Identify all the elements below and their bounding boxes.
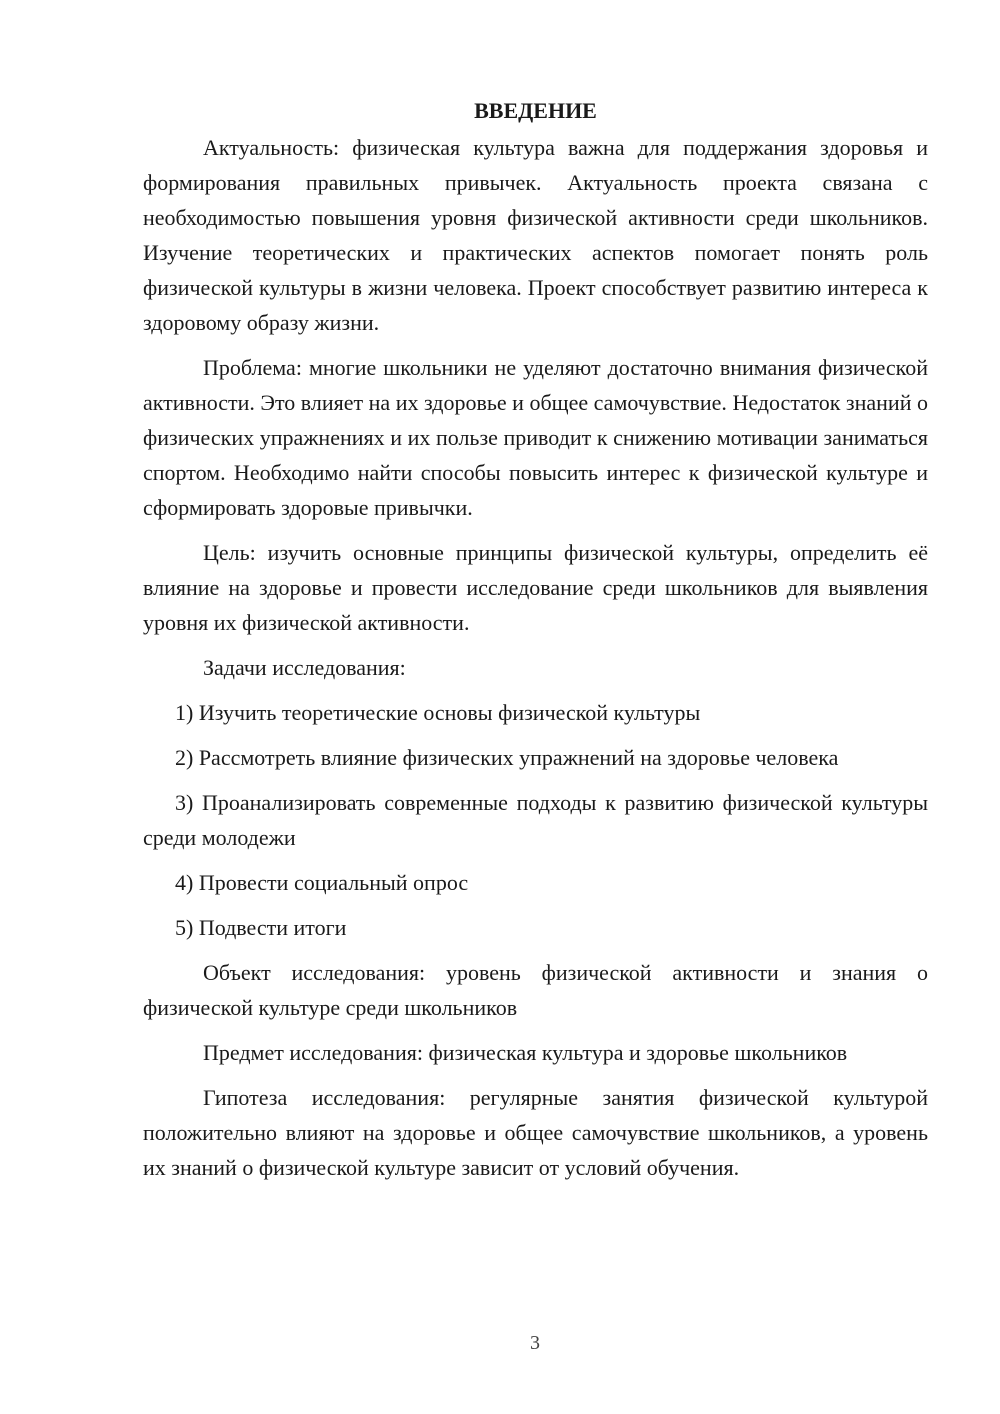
problem-paragraph: Проблема: многие школьники не уделяют достаточно внимания физической активности. Это влияет на их здоровье и общее самочувствие. Недостаток знаний о физических упражнениях и их пользе приводит к снижению мотивации заниматься спортом. Необходимо найти способы повысить интерес к физической культуре и сформировать здоровые привычки. xyxy=(143,355,928,520)
task-item: 2) Рассмотреть влияние физических упражнений на здоровье человека xyxy=(175,745,839,770)
subject-paragraph: Предмет исследования: физическая культура и здоровье школьников xyxy=(203,1040,848,1065)
hypothesis-paragraph: Гипотеза исследования: регулярные занятия физической культурой положительно влияют на здоровье и общее самочувствие школьников, а уровень их знаний о физической культуре зависит от условий обучения. xyxy=(143,1085,928,1180)
section-heading: ВВЕДЕНИЕ xyxy=(474,98,597,123)
relevance-paragraph: Актуальность: физическая культура важна для поддержания здоровья и формирования правильных привычек. Актуальность проекта связана с необходимостью повышения уровня физической активности среди школьников. Изучение теоретических и практических аспектов помогает понять роль физической культуры в жизни человека. Проект способствует развитию интереса к здоровому образу жизни. xyxy=(143,135,928,335)
goal-paragraph: Цель: изучить основные принципы физической культуры, определить её влияние на здоровье и провести исследование среди школьников для выявления уровня их физической активности. xyxy=(143,540,928,635)
document-page xyxy=(143,96,928,1195)
page-number: 3 xyxy=(530,1332,540,1354)
object-paragraph: Объект исследования: уровень физической активности и знания о физической культуре среди школьников xyxy=(143,960,928,1020)
task-item: 5) Подвести итоги xyxy=(175,915,347,940)
task-item: 4) Провести социальный опрос xyxy=(175,870,469,895)
tasks-title: Задачи исследования: xyxy=(203,655,406,680)
task-item: 1) Изучить теоретические основы физической культуры xyxy=(175,700,701,725)
task-item: 3) Проанализировать современные подходы к развитию физической культуры среди молодежи xyxy=(143,790,928,850)
